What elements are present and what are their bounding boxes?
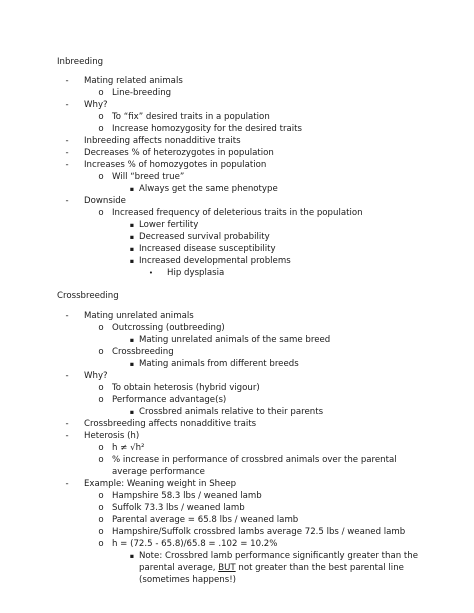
list-item: Increased frequency of deleterious traits in the population	[112, 208, 363, 218]
circle-marker: o	[98, 539, 104, 549]
square-bullet-marker: ▪	[129, 257, 135, 265]
circle-marker: o	[98, 491, 104, 501]
circle-marker: o	[98, 88, 104, 98]
square-bullet-marker: ▪	[129, 233, 135, 241]
dash-marker: -	[65, 100, 69, 110]
circle-marker: o	[98, 208, 104, 218]
square-bullet-marker: ▪	[129, 552, 135, 560]
circle-marker: o	[98, 455, 104, 465]
list-item: Inbreeding affects nonadditive traits	[84, 136, 241, 146]
square-bullet-marker: ▪	[129, 360, 135, 368]
list-item: To obtain heterosis (hybrid vigour)	[112, 383, 260, 393]
square-bullet-marker: ▪	[129, 336, 135, 344]
list-item-continuation: average performance	[112, 467, 205, 477]
circle-marker: o	[98, 527, 104, 537]
list-item: Note: Crossbred lamb performance significantly greater than the	[139, 551, 418, 561]
list-item: Hip dysplasia	[167, 268, 225, 278]
list-item: Example: Weaning weight in Sheep	[84, 479, 237, 489]
dash-marker: -	[65, 479, 69, 489]
list-item: Hampshire 58.3 lbs / weaned lamb	[112, 491, 262, 501]
dash-marker: -	[65, 311, 69, 321]
section-heading-crossbreeding: Crossbreeding	[57, 291, 119, 301]
list-item: Increase homozygosity for the desired traits	[112, 124, 303, 134]
list-item-continuation	[139, 563, 404, 573]
underlined-emphasis: BUT	[218, 563, 236, 573]
list-item: Outcrossing (outbreeding)	[112, 323, 225, 333]
circle-marker: o	[98, 515, 104, 525]
dash-marker: -	[65, 148, 69, 158]
list-item: Crossbred animals relative to their parents	[139, 407, 324, 417]
list-item: Increased developmental problems	[139, 256, 291, 266]
list-item: Decreased survival probability	[139, 232, 270, 242]
circle-marker: o	[98, 503, 104, 513]
list-item: % increase in performance of crossbred animals over the parental	[112, 455, 397, 465]
dash-marker: -	[65, 419, 69, 429]
dash-marker: -	[65, 431, 69, 441]
dash-marker: -	[65, 76, 69, 86]
list-item: Why?	[84, 371, 108, 381]
list-item: Mating related animals	[84, 76, 183, 86]
round-bullet-marker: •	[148, 269, 154, 277]
list-item: Parental average = 65.8 lbs / weaned lamb	[112, 515, 299, 525]
circle-marker: o	[98, 112, 104, 122]
list-item: Increased disease susceptibility	[139, 244, 276, 254]
list-item: Increases % of homozygotes in population	[84, 160, 267, 170]
circle-marker: o	[98, 443, 104, 453]
list-item: Downside	[84, 196, 126, 206]
circle-marker: o	[98, 347, 104, 357]
section-heading-inbreeding: Inbreeding	[57, 57, 104, 67]
list-item: Hampshire/Suffolk crossbred lambs average 72.5 lbs / weaned lamb	[112, 527, 406, 537]
list-item: Mating unrelated animals	[84, 311, 194, 321]
list-item: Lower fertility	[139, 220, 199, 230]
list-item: Heterosis (h)	[84, 431, 140, 441]
dash-marker: -	[65, 371, 69, 381]
circle-marker: o	[98, 383, 104, 393]
circle-marker: o	[98, 172, 104, 182]
circle-marker: o	[98, 323, 104, 333]
list-item: Mating animals from different breeds	[139, 359, 299, 369]
list-item-continuation: (sometimes happens!)	[139, 575, 237, 585]
square-bullet-marker: ▪	[129, 408, 135, 416]
list-item: h = (72.5 - 65.8)/65.8 = .102 = 10.2%	[112, 539, 278, 549]
square-bullet-marker: ▪	[129, 245, 135, 253]
list-item: Decreases % of heterozygotes in population	[84, 148, 274, 158]
circle-marker: o	[98, 395, 104, 405]
text-run: parental average,	[139, 563, 219, 573]
list-item: Performance advantage(s)	[112, 395, 227, 405]
circle-marker: o	[98, 124, 104, 134]
list-item: Always get the same phenotype	[139, 184, 278, 194]
text-run: not greater than the best parental line	[235, 563, 404, 573]
list-item: Crossbreeding	[112, 347, 174, 357]
dash-marker: -	[65, 196, 69, 206]
list-item: To “fix” desired traits in a population	[112, 112, 270, 122]
list-item: Why?	[84, 100, 108, 110]
square-bullet-marker: ▪	[129, 221, 135, 229]
square-bullet-marker: ▪	[129, 185, 135, 193]
list-item: Line-breeding	[112, 88, 172, 98]
dash-marker: -	[65, 160, 69, 170]
list-item: Mating unrelated animals of the same breed	[139, 335, 331, 345]
list-item: h ≠ √h²	[112, 443, 145, 453]
list-item: Suffolk 73.3 lbs / weaned lamb	[112, 503, 245, 513]
list-item: Crossbreeding affects nonadditive traits	[84, 419, 257, 429]
dash-marker: -	[65, 136, 69, 146]
list-item: Will “breed true”	[112, 172, 185, 182]
